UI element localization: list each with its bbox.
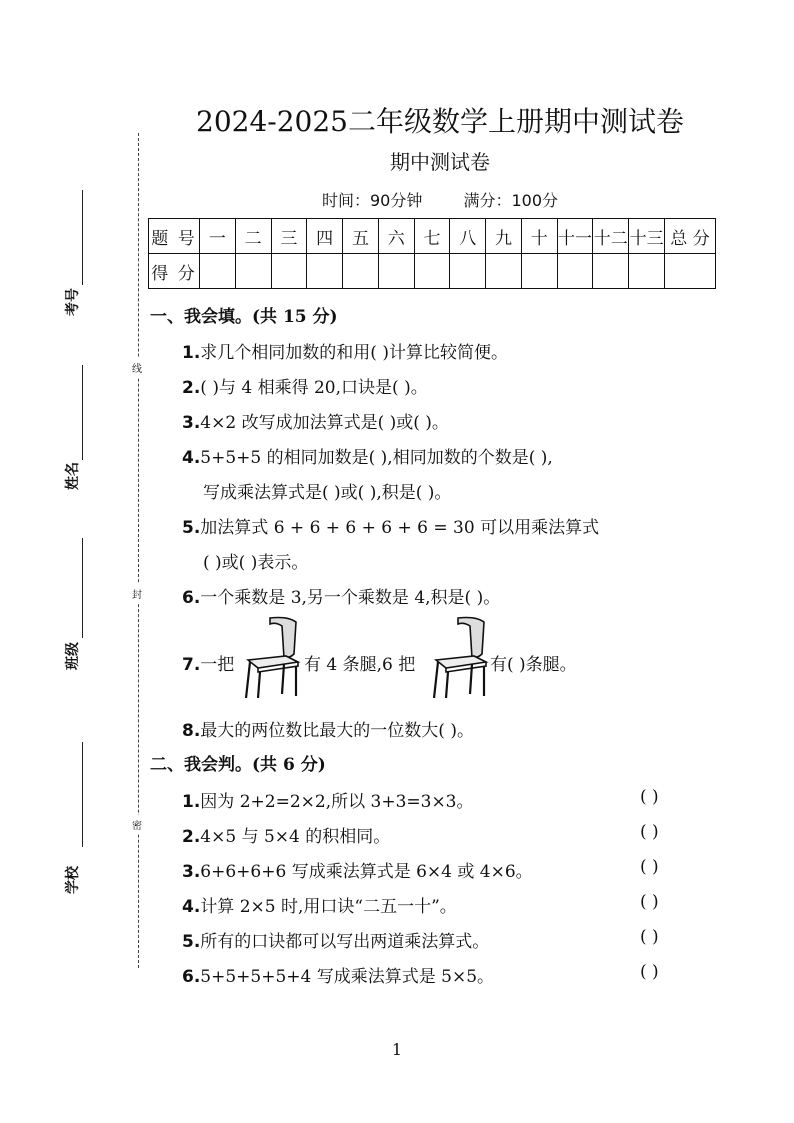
question-1-1: 1.求几个相同加数的和用( )计算比较简便。 xyxy=(182,343,508,363)
exam-time: 时间：90分钟 xyxy=(321,191,423,210)
chair-icon xyxy=(428,614,490,700)
score-col: 十三 xyxy=(629,219,665,254)
score-cell[interactable] xyxy=(343,254,379,289)
score-col: 二 xyxy=(235,219,271,254)
score-table-header-row xyxy=(149,219,716,254)
question-1-4-cont: 写成乘法算式是( )或( ),积是( )。 xyxy=(203,483,452,503)
answer-bracket[interactable]: ( ) xyxy=(640,822,659,842)
score-cell[interactable] xyxy=(593,254,629,289)
score-col: 三 xyxy=(271,219,307,254)
score-table xyxy=(148,218,716,289)
score-cell[interactable] xyxy=(450,254,486,289)
score-cell[interactable] xyxy=(486,254,522,289)
score-cell[interactable] xyxy=(414,254,450,289)
answer-bracket[interactable]: ( ) xyxy=(640,892,659,912)
section1-header: 一、我会填。(共 15 分) xyxy=(150,307,338,327)
score-table-score-row xyxy=(149,254,716,289)
score-col: 九 xyxy=(486,219,522,254)
answer-bracket[interactable]: ( ) xyxy=(640,787,659,807)
score-col: 十二 xyxy=(593,219,629,254)
score-table-row2-head: 得 分 xyxy=(149,254,200,289)
score-cell[interactable] xyxy=(235,254,271,289)
score-cell[interactable] xyxy=(629,254,665,289)
score-cell[interactable] xyxy=(557,254,593,289)
binding-char-xian: 线 xyxy=(132,358,142,377)
page-subtitle: 期中测试卷 xyxy=(390,150,490,174)
score-cell[interactable] xyxy=(378,254,414,289)
question-1-3: 3.4×2 改写成加法算式是( )或( )。 xyxy=(182,413,449,433)
question-1-5: 5.加法算式 6 + 6 + 6 + 6 + 6 = 30 可以用乘法算式 xyxy=(182,518,600,538)
score-cell[interactable] xyxy=(200,254,236,289)
score-col: 一 xyxy=(200,219,236,254)
question-2-3: 3.6+6+6+6 写成乘法算式是 6×4 或 4×6。 xyxy=(182,862,533,882)
binding-char-mi: 密 xyxy=(132,815,142,834)
question-1-7-a: 7.一把 xyxy=(182,655,235,675)
score-col-total: 总 分 xyxy=(665,219,716,254)
score-col: 四 xyxy=(307,219,343,254)
score-table-row1-head: 题 号 xyxy=(149,219,200,254)
binding-char-feng: 封 xyxy=(132,584,142,603)
score-col: 八 xyxy=(450,219,486,254)
question-1-7-b: 有 4 条腿,6 把 xyxy=(304,655,416,675)
score-col: 七 xyxy=(414,219,450,254)
score-cell[interactable] xyxy=(307,254,343,289)
exam-full-score: 满分：100分 xyxy=(463,191,558,210)
question-1-4: 4.5+5+5 的相同加数是( ),相同加数的个数是( ), xyxy=(182,448,553,468)
page-number: 1 xyxy=(391,1040,403,1059)
section2-header: 二、我会判。(共 6 分) xyxy=(150,755,326,775)
answer-bracket[interactable]: ( ) xyxy=(640,857,659,877)
question-2-4: 4.计算 2×5 时,用口诀“二五一十”。 xyxy=(182,897,457,917)
banji-line xyxy=(82,538,83,638)
score-cell[interactable] xyxy=(521,254,557,289)
score-cell-total[interactable] xyxy=(665,254,716,289)
score-col: 五 xyxy=(343,219,379,254)
question-1-5-cont: ( )或( )表示。 xyxy=(203,553,309,573)
kaohao-line xyxy=(82,190,83,285)
question-2-1: 1.因为 2+2=2×2,所以 3+3=3×3。 xyxy=(182,792,474,812)
question-1-7-c: 有( )条腿。 xyxy=(490,655,577,675)
question-2-6: 6.5+5+5+5+4 写成乘法算式是 5×5。 xyxy=(182,967,495,987)
xuexiao-line xyxy=(82,742,83,847)
question-2-2: 2.4×5 与 5×4 的积相同。 xyxy=(182,827,391,847)
answer-bracket[interactable]: ( ) xyxy=(640,927,659,947)
xingming-line xyxy=(82,365,83,460)
page-title: 2024-2025二年级数学上册期中测试卷 xyxy=(196,105,684,138)
score-col: 六 xyxy=(378,219,414,254)
exam-meta xyxy=(150,188,730,211)
question-1-2: 2.( )与 4 相乘得 20,口诀是( )。 xyxy=(182,378,428,398)
question-1-6: 6.一个乘数是 3,另一个乘数是 4,积是( )。 xyxy=(182,588,501,608)
score-cell[interactable] xyxy=(271,254,307,289)
binding-line xyxy=(138,133,139,968)
score-col: 十 xyxy=(521,219,557,254)
score-col: 十一 xyxy=(557,219,593,254)
question-1-8: 8.最大的两位数比最大的一位数大( )。 xyxy=(182,721,474,741)
question-2-5: 5.所有的口诀都可以写出两道乘法算式。 xyxy=(182,932,490,952)
answer-bracket[interactable]: ( ) xyxy=(640,962,659,982)
chair-icon xyxy=(240,614,302,700)
